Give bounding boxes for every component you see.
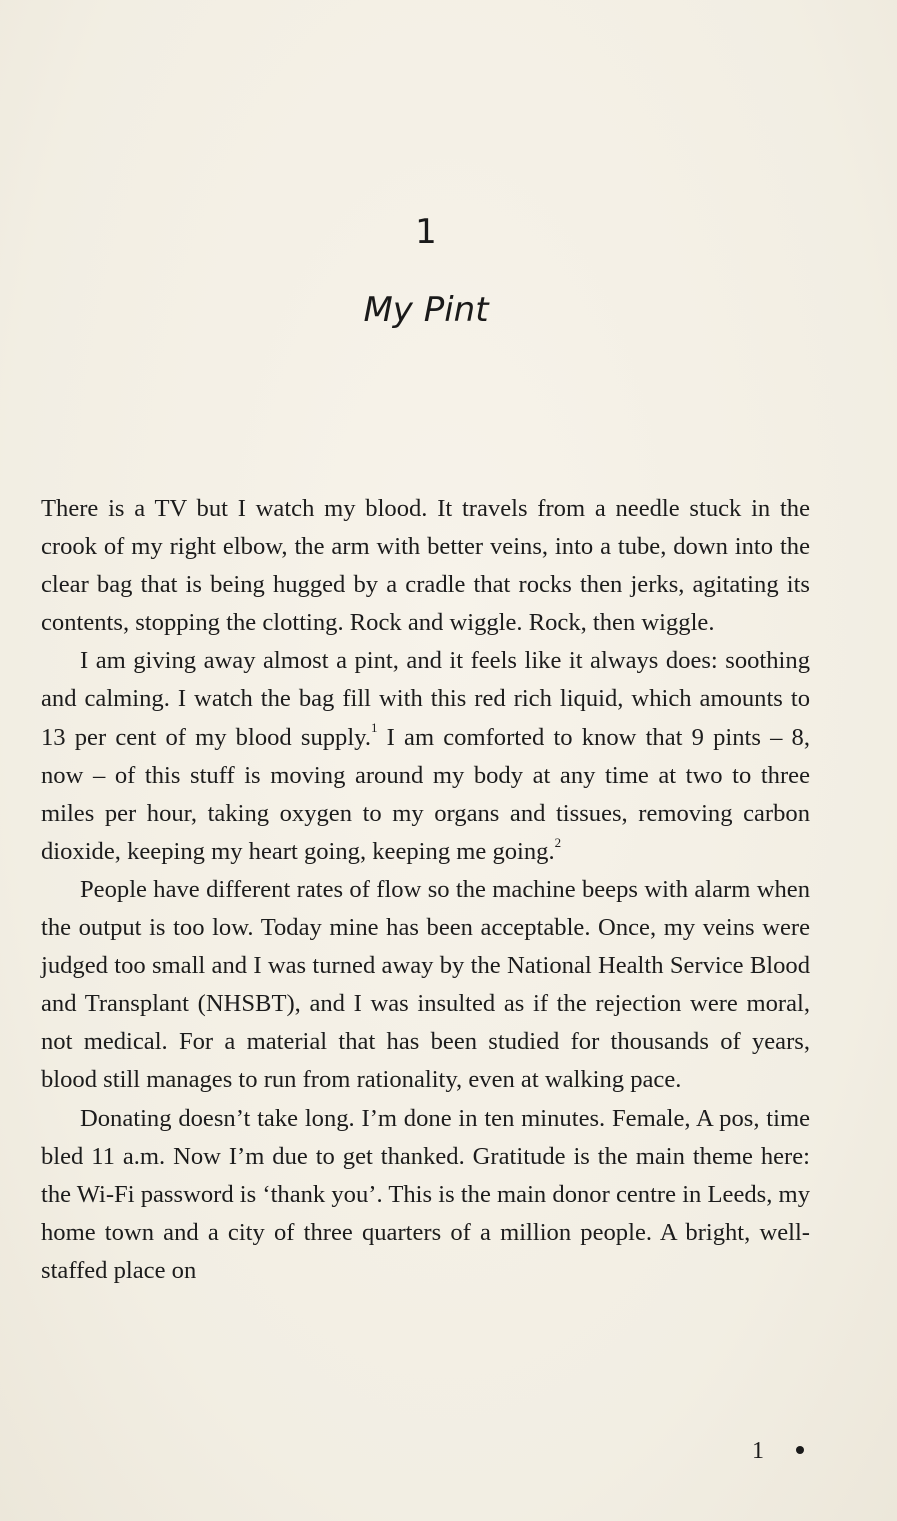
body-text: [41, 490, 810, 1290]
paragraph: [41, 1100, 810, 1290]
paragraph-text: I am giving away almost a pint, and it feels like it always does: soothing and calming. I watch the bag fill with this red rich liquid, which amounts to 13 per cent of my blood supply.: [41, 647, 810, 751]
bullet-icon: [796, 1446, 804, 1454]
footnote-marker[interactable]: 2: [554, 834, 562, 850]
paragraph: [41, 871, 810, 1100]
chapter-number: 1: [415, 212, 437, 252]
paragraph-text: I am comforted to know that 9 pints – 8, now – of this stuff is moving around my body at any time at two to three miles per hour, taking oxygen to my organs and tissues, removing carbon dioxide, keeping my heart going, keeping me going.: [41, 723, 810, 865]
paragraph: [41, 642, 810, 871]
paragraph-text: People have different rates of flow so the machine beeps with alarm when the output is too low. Today mine has been acceptable. Once, my veins were judged too small and I was turned away by the National Health Service Blood and Transplant (NHSBT), and I was insulted as if the rejection were moral, not medical. For a material that has been studied for thousands of years, blood still manages to run from rationality, even at walking pace.: [41, 875, 810, 1094]
page-number: 1: [752, 1438, 764, 1464]
paragraph-text: There is a TV but I watch my blood. It travels from a needle stuck in the crook of my right elbow, the arm with better veins, into a tube, down into the clear bag that is being hugged by a cradle that rocks then jerks, agitating its contents, stopping the clotting. Rock and wiggle. Rock, then wiggle.: [41, 495, 810, 637]
chapter-title: My Pint: [363, 290, 489, 330]
footnote-marker[interactable]: 1: [371, 720, 378, 736]
paragraph-text: Donating doesn’t take long. I’m done in ten minutes. Female, A pos, time bled 11 a.m. Now I’m due to get thanked. Gratitude is the main theme here: the Wi-Fi password is ‘thank you’. This is the main donor centre in Leeds, my home town and a city of three quarters of a million people. A bright, well-staffed place on: [41, 1104, 810, 1284]
paragraph: [41, 490, 810, 642]
